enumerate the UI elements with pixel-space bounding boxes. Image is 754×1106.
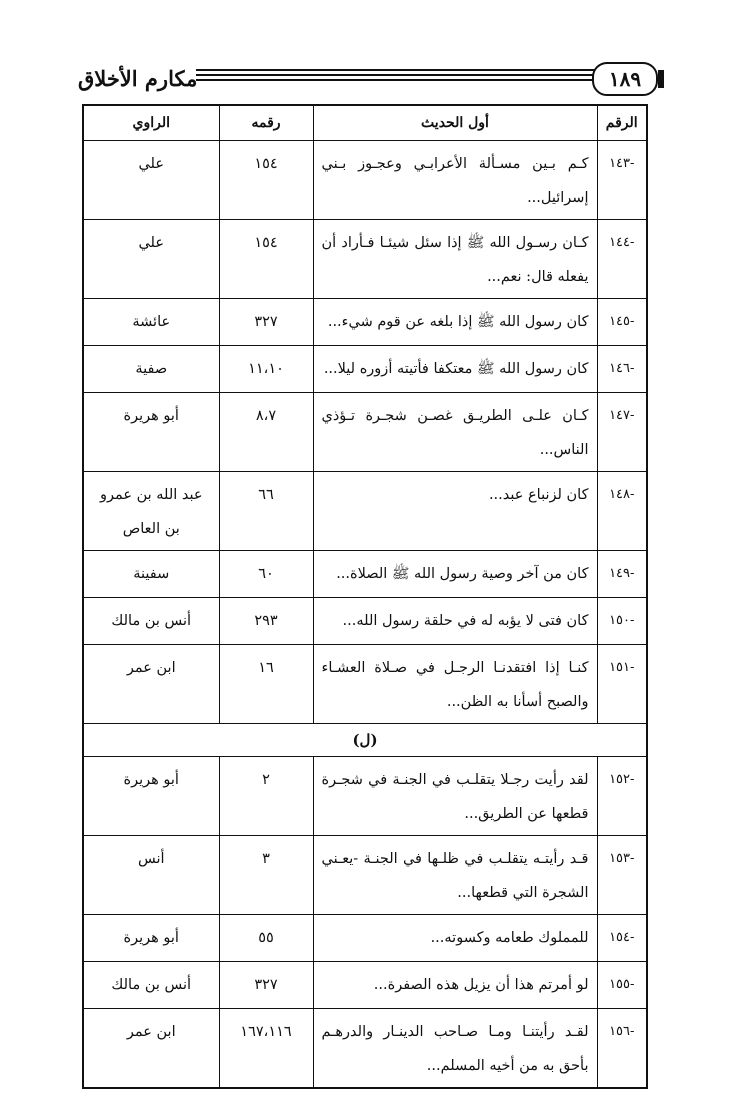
book-title: مكارم الأخلاق [78, 66, 198, 91]
section-row [83, 724, 647, 757]
table-row [83, 393, 647, 472]
hadith-opening: لقـد رأيتنـا ومـا صـاحب الدينـار والدرهـم بأحق به من أخيه المسلم... [321, 1024, 589, 1074]
hadith-opening: كان فتى لا يؤبه له في حلقة رسول الله... [342, 613, 589, 629]
hadith-opening: قـد رأيتـه يتقلـب في ظلـها في الجنـة -يعـني الشجرة التي قطعها... [321, 851, 589, 901]
hadith-index-table [82, 104, 648, 1089]
hadith-opening: كان رسول الله ﷺ إذا بلغه عن قوم شيء... [327, 314, 589, 330]
table-row [83, 472, 647, 551]
row-number: -١٥٢ [609, 772, 635, 787]
header-rule [196, 69, 598, 71]
hadith-opening: كـان علـى الطريـق غصـن شجـرة تـؤذي الناس... [321, 408, 589, 458]
hadith-ref-number: ١٥٤ [254, 235, 278, 251]
narrator: عائشة [132, 314, 171, 330]
table-header-row [83, 105, 647, 141]
table-row [83, 962, 647, 1009]
narrator: أنس بن مالك [111, 977, 192, 993]
row-number: -١٥٤ [609, 930, 635, 945]
row-number: -١٥٦ [609, 1024, 635, 1039]
row-number: -١٥٠ [609, 613, 635, 628]
table-row [83, 551, 647, 598]
hadith-opening: كان لزنباع عبد... [488, 487, 589, 503]
column-header-num: الرقم [597, 105, 647, 141]
narrator: أنس [137, 851, 165, 867]
header-rule [196, 79, 598, 81]
row-number: -١٤٩ [609, 566, 635, 581]
table-row [83, 915, 647, 962]
hadith-ref-number: ٥٥ [258, 930, 274, 946]
table-row [83, 299, 647, 346]
hadith-ref-number: ١٥٤ [254, 156, 278, 172]
row-number: -١٤٥ [609, 314, 635, 329]
table-row [83, 836, 647, 915]
table-row [83, 598, 647, 645]
narrator: صفية [135, 361, 168, 377]
hadith-ref-number: ١٦ [258, 660, 274, 676]
hadith-opening: كان رسول الله ﷺ معتكفا فأتيته أزوره ليلا... [323, 361, 589, 377]
section-label: (ل) [83, 724, 647, 757]
narrator: عبد الله بن عمرو بن العاص [99, 487, 203, 537]
narrator: أبو هريرة [123, 408, 179, 424]
narrator: ابن عمر [126, 660, 176, 676]
narrator: سفينة [133, 566, 170, 582]
hadith-opening: للمملوك طعامه وكسوته... [430, 930, 589, 946]
hadith-opening: كنـا إذا افتقدنـا الرجـل في صـلاة العشـاء والصبح أسأنا به الظن... [321, 660, 589, 710]
hadith-opening: كـم بـين مسـألة الأعرابـي وعجـوز بـني إسرائيل... [321, 156, 589, 206]
table-row [83, 346, 647, 393]
row-number: -١٤٣ [609, 156, 635, 171]
narrator: علي [138, 235, 165, 251]
hadith-ref-number: ٦٦ [258, 487, 274, 503]
table-row [83, 141, 647, 220]
row-number: -١٤٧ [609, 408, 635, 423]
hadith-opening: كـان رسـول الله ﷺ إذا سئل شيئـا فـأراد أن يفعله قال: نعم... [321, 235, 589, 285]
row-number: -١٥٥ [609, 977, 635, 992]
hadith-ref-number: ٣٢٧ [254, 314, 278, 330]
hadith-opening: كان من آخر وصية رسول الله ﷺ الصلاة... [336, 566, 589, 582]
row-number: -١٤٦ [609, 361, 635, 376]
page-number: ١٨٩ [592, 62, 658, 96]
table-row [83, 757, 647, 836]
narrator: أنس بن مالك [111, 613, 192, 629]
hadith-ref-number: ٦٠ [258, 566, 274, 582]
row-number: -١٤٤ [609, 235, 635, 250]
narrator: ابن عمر [126, 1024, 176, 1040]
narrator: أبو هريرة [123, 772, 179, 788]
table-row [83, 220, 647, 299]
hadith-ref-number: ٨،٧ [255, 408, 277, 424]
header-rule [196, 74, 598, 76]
column-header-text: أول الحديث [313, 105, 597, 141]
column-header-rawi: الراوي [83, 105, 219, 141]
hadith-ref-number: ٢٩٣ [254, 613, 278, 629]
row-number: -١٥٣ [609, 851, 635, 866]
page-header [60, 62, 648, 102]
hadith-opening: لو أمرتم هذا أن يزيل هذه الصفرة... [373, 977, 589, 993]
row-number: -١٤٨ [609, 487, 635, 502]
narrator: علي [138, 156, 165, 172]
row-number: -١٥١ [609, 660, 635, 675]
table-row [83, 1009, 647, 1089]
hadith-ref-number: ١١،١٠ [248, 361, 284, 377]
table-row [83, 645, 647, 724]
narrator: أبو هريرة [123, 930, 179, 946]
column-header-raqm: رقمه [219, 105, 313, 141]
hadith-ref-number: ١٦٧،١١٦ [240, 1024, 292, 1040]
hadith-ref-number: ٣ [262, 851, 270, 867]
hadith-opening: لقد رأيت رجـلا يتقلـب في الجنـة في شجـرة قطعها عن الطريق... [321, 772, 589, 822]
hadith-ref-number: ٢ [262, 772, 270, 788]
hadith-ref-number: ٣٢٧ [254, 977, 278, 993]
